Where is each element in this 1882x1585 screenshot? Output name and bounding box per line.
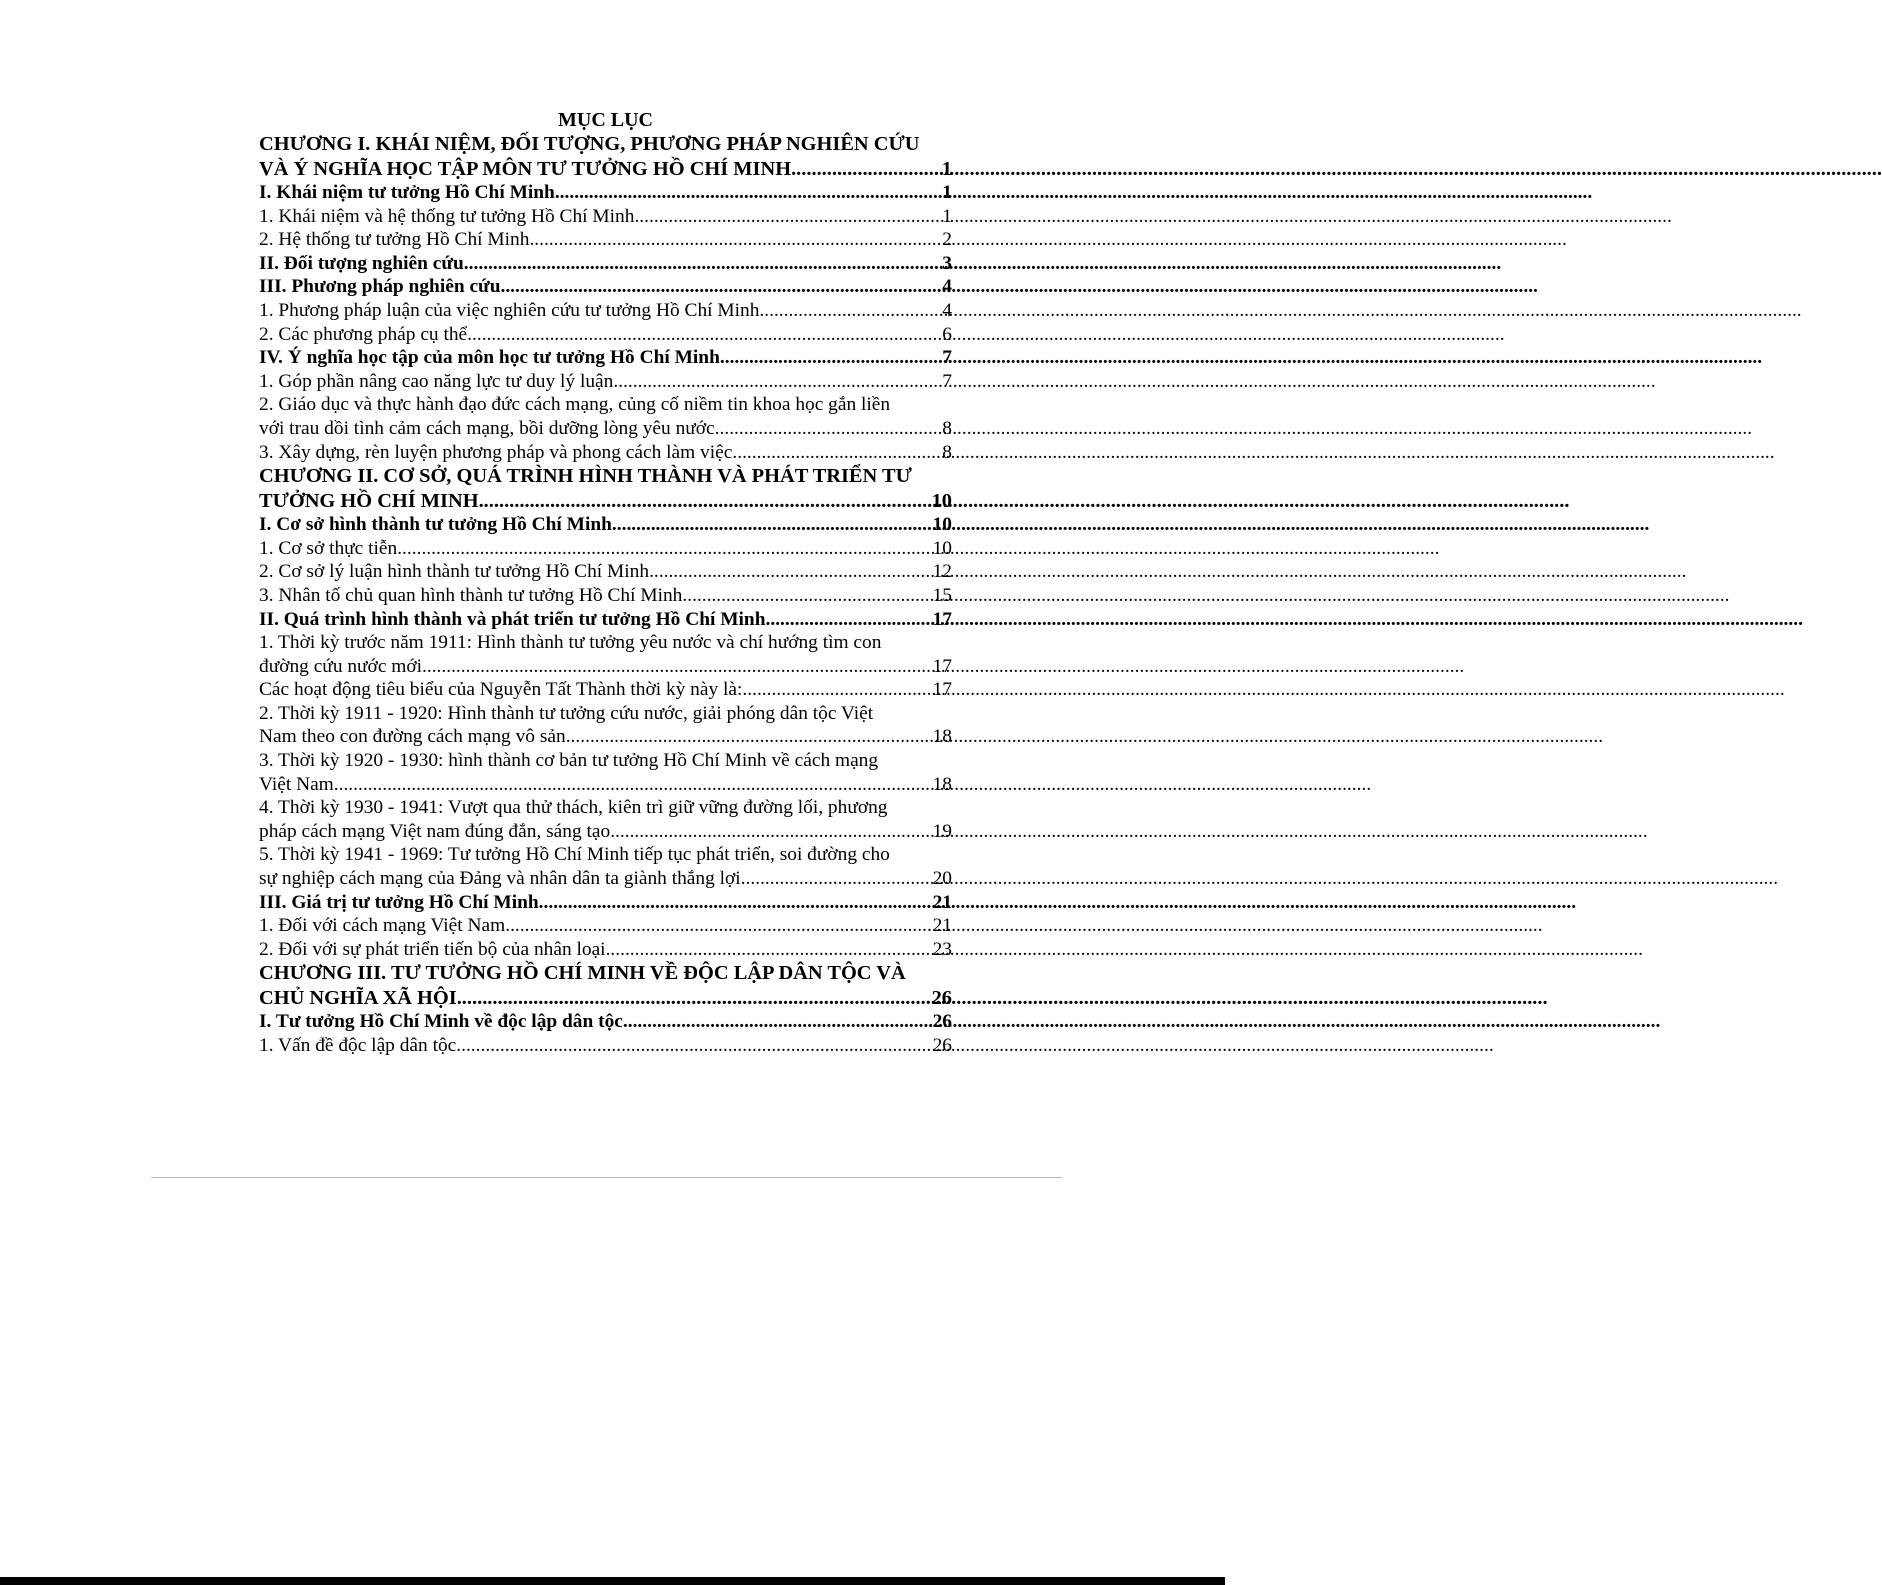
toc-entry-row (259, 584, 952, 608)
toc-entry-row (259, 205, 952, 229)
toc-entry-row (259, 608, 952, 632)
toc-page-number: 1 (941, 157, 952, 180)
toc-entry-row (259, 1034, 952, 1058)
dot-leader (623, 1010, 930, 1034)
toc-page-number: 1 (942, 182, 952, 203)
dot-leader (764, 299, 939, 323)
toc-entry-row (259, 773, 952, 797)
toc-page-number: 8 (942, 417, 952, 439)
toc-entry[interactable] (259, 631, 952, 678)
toc-entry[interactable] (259, 537, 952, 561)
toc-entry-row (259, 441, 952, 465)
dot-leader (715, 417, 940, 441)
toc-entry-text-line: 2. Giáo dục và thực hành đạo đức cách mạng, củng cố niềm tin khoa học gắn liền (259, 394, 891, 416)
toc-entry-row (259, 181, 952, 205)
toc-entry-row (259, 252, 952, 276)
toc-entry[interactable] (259, 275, 952, 299)
toc-page-number: 26 (932, 1035, 952, 1056)
toc-entry-text-line: CHƯƠNG II. CƠ SỞ, QUÁ TRÌNH HÌNH THÀNH VÀ PHÁT TRIỂN TƯ (259, 465, 912, 488)
toc-entry-text-line: 1. Thời kỳ trước năm 1911: Hình thành tư tưởng yêu nước và chí hướng tìm con (259, 632, 882, 654)
dot-leader (692, 584, 930, 608)
toc-entry-text: Việt Nam (259, 773, 334, 795)
toc-page-number: 10 (932, 514, 952, 536)
toc-entry[interactable] (259, 938, 952, 962)
toc-entry-text: với trau dồi tình cảm cách mạng, bồi dưỡng lòng yêu nước (259, 417, 715, 439)
toc-entry-row (259, 867, 952, 891)
toc-entry[interactable] (259, 441, 952, 465)
toc-entry[interactable] (259, 678, 952, 702)
page-bottom-edge (0, 1577, 1225, 1585)
toc-entry[interactable] (259, 370, 952, 394)
toc-entry-text: II. Quá trình hình thành và phát triển tư tưởng Hồ Chí Minh (259, 608, 766, 630)
toc-entry[interactable] (259, 1010, 952, 1034)
dot-leader (634, 205, 939, 229)
toc-entry-text: 1. Phương pháp luận của việc nghiên cứu tư tưởng Hồ Chí Minh. (259, 299, 765, 321)
toc-entry-text-line: 3. Thời kỳ 1920 - 1930: hình thành cơ bản tư tưởng Hồ Chí Minh về cách mạng (259, 750, 879, 772)
toc-page-number: 4 (942, 299, 952, 321)
toc-entry-row (259, 537, 952, 561)
toc-page-number: 21 (932, 891, 952, 913)
toc-page-number: 6 (942, 323, 952, 345)
toc-entry[interactable] (259, 181, 952, 205)
toc-entry-row (259, 725, 952, 749)
toc-entry[interactable] (259, 513, 952, 537)
dot-leader (766, 608, 930, 632)
toc-page-number: 23 (932, 938, 952, 960)
toc-entry-text: sự nghiệp cách mạng của Đảng và nhân dân ta giành thắng lợi (259, 868, 741, 890)
dot-leader (618, 370, 939, 394)
toc-chapter-entry[interactable] (259, 464, 952, 513)
toc-entry-row (259, 1010, 952, 1034)
dot-leader (747, 678, 929, 702)
toc-entry-row (259, 228, 952, 252)
toc-entry-row (259, 370, 952, 394)
toc-entry-text-line: CHƯƠNG III. TƯ TƯỞNG HỒ CHÍ MINH VỀ ĐỘC LẬP DÂN TỘC VÀ (259, 962, 906, 985)
dot-leader (500, 275, 939, 299)
dot-leader (649, 560, 930, 584)
dot-leader (539, 891, 930, 915)
toc-entry-row (259, 323, 952, 347)
dot-leader (479, 489, 929, 514)
toc-entry[interactable] (259, 346, 952, 370)
toc-entry-text-line: 5. Thời kỳ 1941 - 1969: Tư tưởng Hồ Chí Minh tiếp tục phát triển, soi đường cho (259, 844, 890, 866)
toc-chapter-entry[interactable] (259, 961, 952, 1010)
toc-entry-text: 1. Đối với cách mạng Việt Nam (259, 915, 506, 937)
toc-entry-text: 3. Xây dựng, rèn luyện phương pháp và phong cách làm việc. (259, 441, 738, 463)
dot-leader (334, 773, 930, 797)
toc-entry[interactable] (259, 205, 952, 229)
dot-leader (464, 252, 940, 276)
toc-entry[interactable] (259, 560, 952, 584)
toc-page-number: 10 (932, 537, 952, 559)
table-of-contents (259, 108, 952, 1058)
toc-entry-row (259, 820, 952, 844)
toc-entry-text: III. Giá trị tư tưởng Hồ Chí Minh (259, 891, 539, 913)
toc-entry-text: III. Phương pháp nghiên cứu (259, 276, 501, 298)
toc-entry[interactable] (259, 608, 952, 632)
dot-leader (791, 157, 939, 182)
toc-entry-list (259, 132, 952, 1058)
dot-leader (402, 537, 930, 561)
toc-page-number: 26 (931, 986, 952, 1009)
toc-entry-text: 1. Vấn đề độc lập dân tộc (259, 1035, 457, 1056)
dot-leader (505, 914, 929, 938)
toc-entry-text: IV. Ý nghĩa học tập của môn học tư tưởng Hồ Chí Minh. (259, 347, 725, 369)
toc-entry-text: 2. Các phương pháp cụ thể (259, 323, 468, 345)
toc-entry[interactable] (259, 702, 952, 749)
toc-entry[interactable] (259, 749, 952, 796)
toc-entry-row (259, 299, 952, 323)
toc-page-number: 7 (942, 347, 952, 369)
toc-entry-text: CHỦ NGHĨA XÃ HỘI (259, 986, 457, 1009)
page-divider (151, 1177, 1062, 1178)
toc-entry[interactable] (259, 252, 952, 276)
toc-entry-row (259, 489, 952, 514)
dot-leader (606, 938, 930, 962)
dot-leader (566, 725, 930, 749)
toc-entry-text: II. Đối tượng nghiên cứu (259, 252, 464, 274)
dot-leader (612, 513, 930, 537)
toc-entry[interactable] (259, 843, 952, 890)
toc-page-number: 17 (932, 679, 952, 701)
toc-entry[interactable] (259, 584, 952, 608)
toc-page-number: 10 (931, 489, 952, 512)
toc-entry[interactable] (259, 299, 952, 323)
toc-entry[interactable] (259, 914, 952, 938)
toc-page-number: 12 (932, 561, 952, 583)
toc-entry-text: Nam theo con đường cách mạng vô sản (259, 726, 566, 748)
toc-entry-row (259, 986, 952, 1011)
dot-leader (725, 346, 940, 370)
dot-leader (427, 655, 930, 679)
toc-title: MỤC LỤC (558, 109, 653, 131)
toc-page-number: 2 (942, 229, 952, 251)
toc-page-number: 1 (942, 205, 952, 227)
toc-entry-row (259, 655, 952, 679)
dot-leader (737, 441, 939, 465)
toc-page-number: 8 (942, 441, 952, 463)
toc-entry-row (259, 560, 952, 584)
toc-page-number: 17 (932, 608, 952, 630)
toc-chapter-entry[interactable] (259, 132, 952, 181)
toc-entry-text: 2. Hệ thống tư tưởng Hồ Chí Minh (259, 229, 530, 251)
toc-entry-text: 2. Cơ sở lý luận hình thành tư tưởng Hồ Chí Minh (259, 561, 650, 583)
toc-entry-text: 1. Khái niệm và hệ thống tư tưởng Hồ Chí Minh (259, 205, 635, 227)
toc-page-number: 20 (932, 868, 952, 890)
dot-leader (555, 181, 939, 205)
toc-entry-text-line: CHƯƠNG I. KHÁI NIỆM, ĐỐI TƯỢNG, PHƯƠNG PHÁP NGHIÊN CỨU (259, 133, 920, 155)
toc-entry[interactable] (259, 393, 952, 440)
toc-entry-row (259, 346, 952, 370)
toc-entry-row (259, 417, 952, 441)
toc-entry-row (259, 678, 952, 702)
toc-entry-text: đường cứu nước mới. (259, 655, 427, 677)
toc-page-number: 15 (932, 584, 952, 606)
toc-entry-text: 2. Đối với sự phát triển tiến bộ của nhân loại (259, 938, 606, 960)
toc-entry-row (259, 938, 952, 962)
toc-entry-text-line: 4. Thời kỳ 1930 - 1941: Vượt qua thử thách, kiên trì giữ vững đường lối, phương (259, 797, 888, 819)
toc-entry-text: Các hoạt động tiêu biểu của Nguyễn Tất Thành thời kỳ này là:. (259, 679, 748, 701)
toc-entry[interactable] (259, 1034, 952, 1058)
toc-entry[interactable] (259, 228, 952, 252)
toc-page-number: 3 (942, 252, 952, 274)
toc-entry-text: pháp cách mạng Việt nam đúng đắn, sáng tạo (259, 820, 611, 842)
toc-entry-row (259, 275, 952, 299)
toc-entry[interactable] (259, 796, 952, 843)
toc-page-number: 26 (932, 1011, 952, 1033)
dot-leader (741, 867, 930, 891)
toc-entry-text: I. Khái niệm tư tưởng Hồ Chí Minh (259, 182, 555, 203)
toc-page-number: 17 (932, 655, 952, 677)
toc-entry-row (259, 914, 952, 938)
toc-entry[interactable] (259, 323, 952, 347)
toc-entry-row (259, 891, 952, 915)
dot-leader (467, 323, 939, 347)
toc-page-number: 21 (932, 915, 952, 937)
toc-page-number: 7 (942, 370, 952, 392)
dot-leader (457, 986, 929, 1011)
dot-leader (529, 228, 939, 252)
dot-leader (456, 1034, 929, 1058)
toc-entry-text: 1. Góp phần nâng cao năng lực tư duy lý luận. (259, 370, 619, 392)
toc-entry-text: I. Cơ sở hình thành tư tưởng Hồ Chí Minh (259, 514, 612, 536)
toc-entry-text: 1. Cơ sở thực tiễn. (259, 537, 403, 559)
toc-entry-row (259, 157, 952, 182)
toc-entry-text: TƯỞNG HỒ CHÍ MINH (259, 489, 479, 512)
toc-entry[interactable] (259, 891, 952, 915)
toc-entry-text: I. Tư tưởng Hồ Chí Minh về độc lập dân tộc (259, 1011, 623, 1033)
toc-entry-row (259, 513, 952, 537)
toc-page-number: 18 (932, 726, 952, 748)
toc-page-number: 18 (932, 773, 952, 795)
toc-page-number: 4 (942, 276, 952, 298)
toc-page-number: 19 (932, 820, 952, 842)
dot-leader (610, 820, 929, 844)
toc-entry-text: VÀ Ý NGHĨA HỌC TẬP MÔN TƯ TƯỞNG HỒ CHÍ MINH (259, 157, 792, 180)
toc-entry-text-line: 2. Thời kỳ 1911 - 1920: Hình thành tư tưởng cứu nước, giải phóng dân tộc Việt (259, 702, 874, 724)
toc-entry-text: 3. Nhân tố chủ quan hình thành tư tưởng Hồ Chí Minh.. (259, 584, 693, 606)
